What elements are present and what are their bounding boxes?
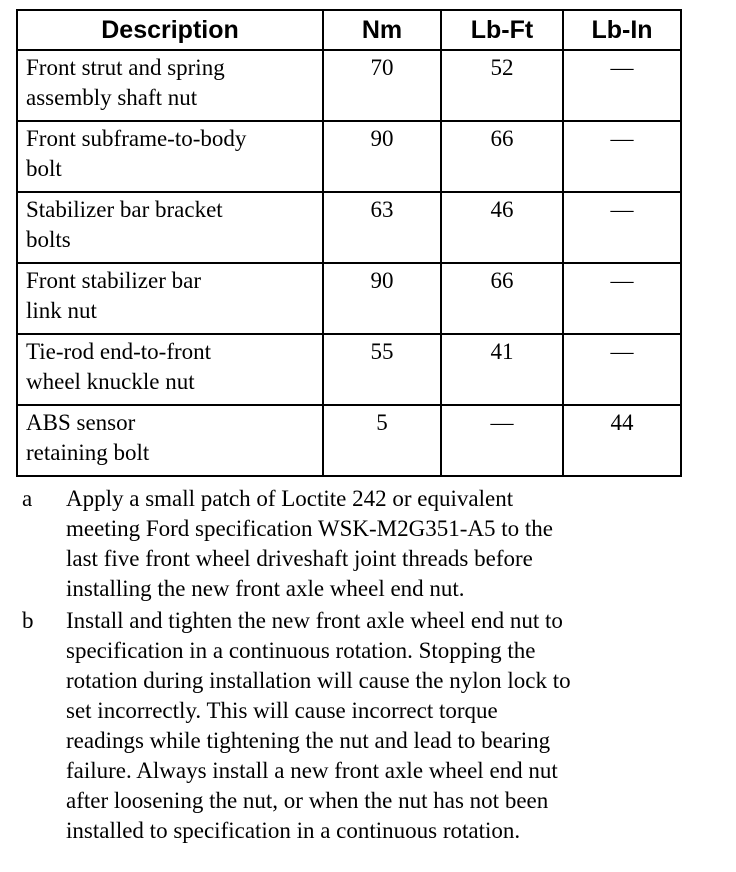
header-lb-in: Lb-In xyxy=(563,10,681,50)
description-line: Tie-rod end-to-front xyxy=(26,339,212,364)
cell-description xyxy=(17,405,323,476)
footnote-text xyxy=(66,484,722,604)
cell-lb-in: — xyxy=(563,263,681,334)
description-line: link nut xyxy=(26,298,97,323)
table-row xyxy=(17,263,681,334)
description-line: bolts xyxy=(26,227,71,252)
table-row xyxy=(17,121,681,192)
footnote-line: readings while tightening the nut and lead to bearing xyxy=(66,728,551,753)
cell-nm: 5 xyxy=(323,405,441,476)
footnote-line: last five front wheel driveshaft joint threads before xyxy=(66,546,533,571)
cell-nm: 70 xyxy=(323,50,441,121)
footnote-b xyxy=(22,606,722,846)
footnote-line: meeting Ford specification WSK-M2G351-A5 to the xyxy=(66,516,553,541)
cell-lb-ft: 66 xyxy=(441,263,563,334)
description-line: bolt xyxy=(26,156,62,181)
cell-lb-in: — xyxy=(563,121,681,192)
table-row xyxy=(17,192,681,263)
footnote-line: Install and tighten the new front axle wheel end nut to xyxy=(66,608,563,633)
cell-lb-ft: 41 xyxy=(441,334,563,405)
header-description: Description xyxy=(17,10,323,50)
description-line: retaining bolt xyxy=(26,440,150,465)
description-line: Front strut and spring xyxy=(26,55,225,80)
cell-description xyxy=(17,121,323,192)
table-row xyxy=(17,50,681,121)
cell-nm: 63 xyxy=(323,192,441,263)
cell-lb-in: — xyxy=(563,192,681,263)
torque-spec-table xyxy=(16,9,682,477)
description-line: Front subframe-to-body xyxy=(26,126,247,151)
table-header-row xyxy=(17,10,681,50)
footnote-line: installed to specification in a continuous rotation. xyxy=(66,818,521,843)
footnote-line: after loosening the nut, or when the nut has not been xyxy=(66,788,549,813)
cell-description xyxy=(17,263,323,334)
torque-spec-table-container xyxy=(16,9,682,477)
cell-nm: 55 xyxy=(323,334,441,405)
cell-description xyxy=(17,334,323,405)
footnote-line: specification in a continuous rotation. Stopping the xyxy=(66,638,536,663)
footnote-line: installing the new front axle wheel end nut. xyxy=(66,576,465,601)
description-line: Front stabilizer bar xyxy=(26,268,202,293)
cell-lb-ft: 46 xyxy=(441,192,563,263)
cell-lb-ft: 66 xyxy=(441,121,563,192)
description-line: Stabilizer bar bracket xyxy=(26,197,223,222)
table-row xyxy=(17,334,681,405)
description-line: ABS sensor xyxy=(26,410,136,435)
footnote-line: Apply a small patch of Loctite 242 or equivalent xyxy=(66,486,514,511)
header-lb-ft: Lb-Ft xyxy=(441,10,563,50)
cell-description xyxy=(17,50,323,121)
cell-lb-ft: — xyxy=(441,405,563,476)
footnote-text xyxy=(66,606,722,846)
footnote-letter: b xyxy=(22,608,34,633)
description-line: assembly shaft nut xyxy=(26,85,198,110)
footnote-line: set incorrectly. This will cause incorrect torque xyxy=(66,698,498,723)
cell-lb-ft: 52 xyxy=(441,50,563,121)
cell-nm: 90 xyxy=(323,121,441,192)
description-line: wheel knuckle nut xyxy=(26,369,195,394)
header-nm: Nm xyxy=(323,10,441,50)
cell-lb-in: — xyxy=(563,50,681,121)
cell-nm: 90 xyxy=(323,263,441,334)
cell-lb-in: — xyxy=(563,334,681,405)
footnotes xyxy=(22,484,722,848)
table-row xyxy=(17,405,681,476)
cell-description xyxy=(17,192,323,263)
footnote-line: rotation during installation will cause the nylon lock to xyxy=(66,668,571,693)
footnote-line: failure. Always install a new front axle wheel end nut xyxy=(66,758,558,783)
cell-lb-in: 44 xyxy=(563,405,681,476)
footnote-letter: a xyxy=(22,486,33,511)
footnote-a xyxy=(22,484,722,604)
